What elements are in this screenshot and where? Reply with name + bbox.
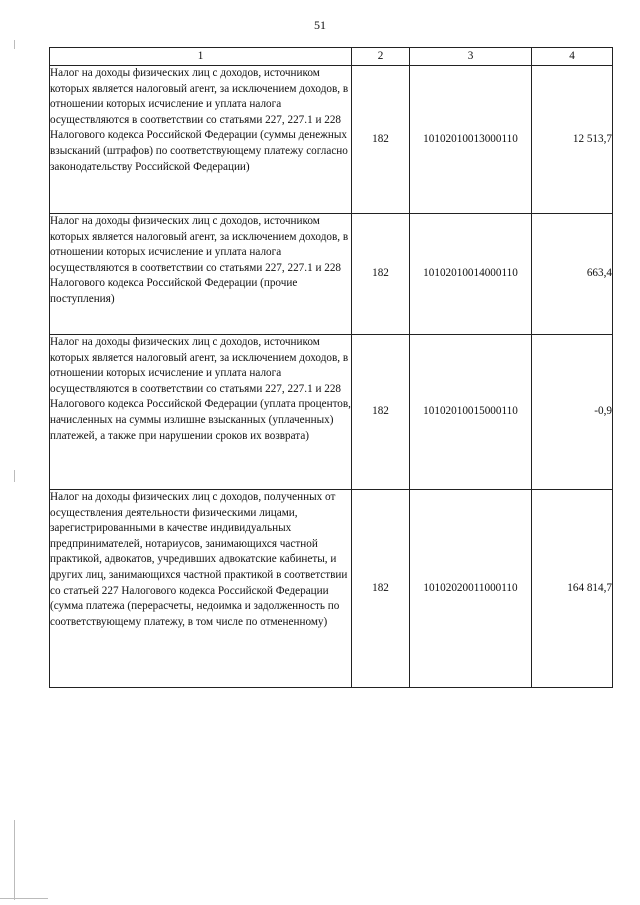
column-header-3: 3 <box>410 48 532 66</box>
amount-cell: 663,4 <box>532 214 613 335</box>
income-name-cell: Налог на доходы физических лиц с доходов, источником которых является налоговый агент, за исключением доходов, в отношении которых исчисление и уплата налога осуществляются в соответствии со статьями 227, 227.1 и 228 Налогового кодекса Российской Федерации (прочие поступления) <box>50 214 352 335</box>
budget-code-cell: 10102020011000110 <box>410 490 532 688</box>
table-row <box>50 214 613 335</box>
table-row <box>50 335 613 490</box>
budget-code-cell: 10102010013000110 <box>410 66 532 214</box>
income-name-cell: Налог на доходы физических лиц с доходов, полученных от осуществления деятельности физическими лицами, зарегистрированными в качестве индивидуальных предпринимателей, нотариусов, занимающихся частной практикой, адвокатов, учредивших адвокатские кабинеты, и других лиц, занимающихся частной практикой в соответствии со статьей 227 Налогового кодекса Российской Федерации (сумма платежа (перерасчеты, недоимка и задолженность по соответствующему платежу, в том числе по отмененному) <box>50 490 352 688</box>
amount-cell: 12 513,7 <box>532 66 613 214</box>
revenue-table <box>49 47 613 688</box>
amount-cell: -0,9 <box>532 335 613 490</box>
table-header-row <box>50 48 613 66</box>
scan-mark <box>0 898 48 899</box>
column-header-2: 2 <box>352 48 410 66</box>
table-row <box>50 490 613 688</box>
scan-mark <box>14 40 15 49</box>
admin-code-cell: 182 <box>352 335 410 490</box>
income-name-cell: Налог на доходы физических лиц с доходов, источником которых является налоговый агент, за исключением доходов, в отношении которых исчисление и уплата налога осуществляются в соответствии со статьями 227, 227.1 и 228 Налогового кодекса Российской Федерации (уплата процентов, начисленных на суммы излишне взысканных (уплаченных) платежей, а также при нарушении сроков их возврата) <box>50 335 352 490</box>
budget-code-cell: 10102010014000110 <box>410 214 532 335</box>
table-row <box>50 66 613 214</box>
amount-cell: 164 814,7 <box>532 490 613 688</box>
page-number: 51 <box>314 18 326 32</box>
admin-code-cell: 182 <box>352 490 410 688</box>
scan-mark <box>14 820 15 900</box>
admin-code-cell: 182 <box>352 214 410 335</box>
column-header-1: 1 <box>50 48 352 66</box>
scan-mark <box>14 470 15 482</box>
budget-code-cell: 10102010015000110 <box>410 335 532 490</box>
column-header-4: 4 <box>532 48 613 66</box>
income-name-cell: Налог на доходы физических лиц с доходов, источником которых является налоговый агент, за исключением доходов, в отношении которых исчисление и уплата налога осуществляются в соответствии со статьями 227, 227.1 и 228 Налогового кодекса Российской Федерации (суммы денежных взысканий (штрафов) по соответствующему платежу согласно законодательству Российской Федерации) <box>50 66 352 214</box>
admin-code-cell: 182 <box>352 66 410 214</box>
